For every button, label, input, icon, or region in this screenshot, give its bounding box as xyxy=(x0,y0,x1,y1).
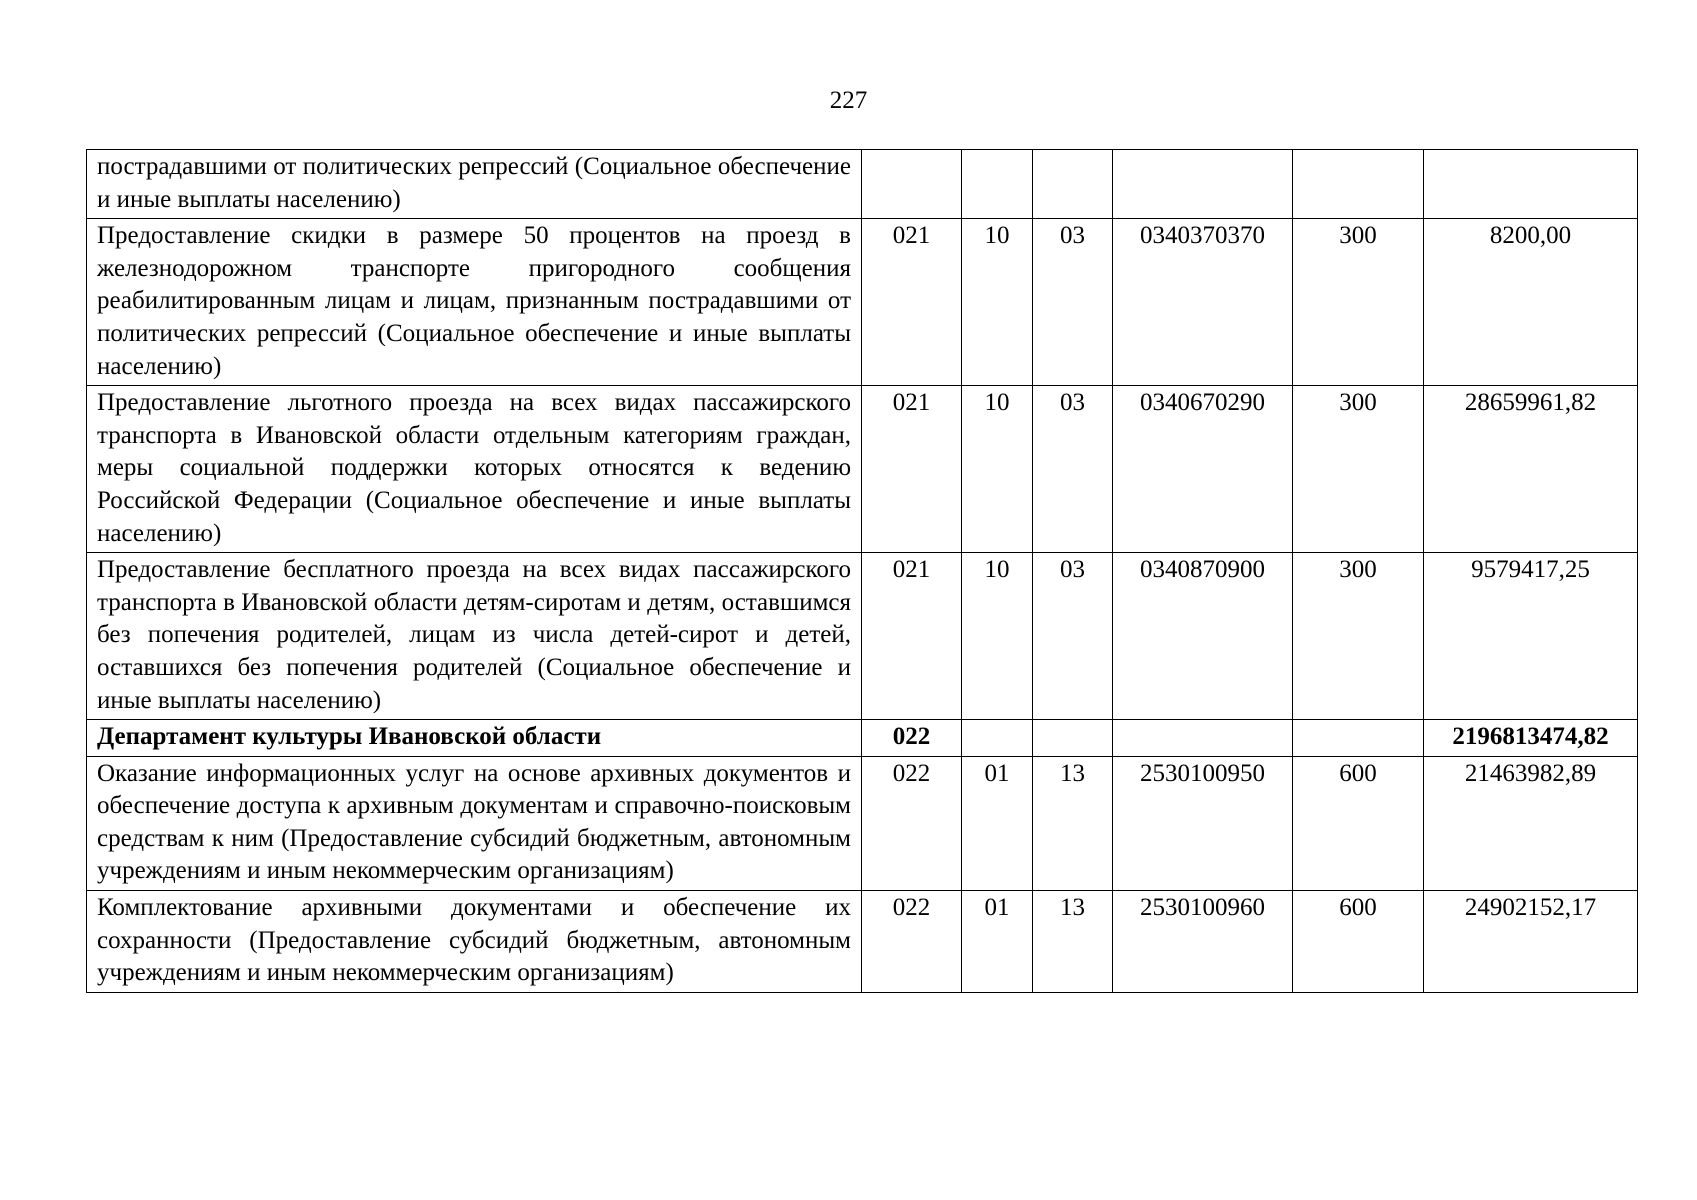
row-expense-type-code: 300 xyxy=(1293,219,1424,386)
row-description: Департамент культуры Ивановской области xyxy=(87,720,862,757)
row-description: Комплектование архивными документами и обеспечение их сохранности (Предоставление субсидий бюджетным, автономным учреждениям и иным некоммерческим организациям) xyxy=(87,891,862,993)
row-grbs-code: 021 xyxy=(862,386,962,553)
row-target-article-code xyxy=(1113,150,1293,219)
row-grbs-code: 022 xyxy=(862,720,962,757)
row-section-code: 10 xyxy=(962,553,1033,720)
table-row xyxy=(87,756,1638,890)
table-row xyxy=(87,386,1638,553)
row-subsection-code: 03 xyxy=(1033,219,1113,386)
row-grbs-code xyxy=(862,150,962,219)
row-section-code: 10 xyxy=(962,219,1033,386)
row-expense-type-code: 600 xyxy=(1293,756,1424,890)
row-description: пострадавшими от политических репрессий (Социальное обеспечение и иные выплаты населению) xyxy=(87,150,862,219)
row-section-code xyxy=(962,720,1033,757)
row-subsection-code: 13 xyxy=(1033,756,1113,890)
row-target-article-code: 0340870900 xyxy=(1113,553,1293,720)
row-section-code: 01 xyxy=(962,891,1033,993)
page-number: 227 xyxy=(829,87,868,114)
table-row xyxy=(87,891,1638,993)
row-section-code xyxy=(962,150,1033,219)
row-grbs-code: 021 xyxy=(862,219,962,386)
row-subsection-code: 03 xyxy=(1033,553,1113,720)
row-grbs-code: 022 xyxy=(862,891,962,993)
row-section-code: 10 xyxy=(962,386,1033,553)
row-grbs-code: 022 xyxy=(862,756,962,890)
row-amount: 2196813474,82 xyxy=(1424,720,1638,757)
row-description: Предоставление бесплатного проезда на всех видах пассажирского транспорта в Ивановской области детям-сиротам и детям, оставшимся без попечения родителей, лицам из числа детей-сирот и детей, оставшихся без попечения родителей (Социальное обеспечение и иные выплаты населению) xyxy=(87,553,862,720)
row-target-article-code: 0340670290 xyxy=(1113,386,1293,553)
row-subsection-code xyxy=(1033,720,1113,757)
row-amount: 24902152,17 xyxy=(1424,891,1638,993)
row-description: Оказание информационных услуг на основе архивных документов и обеспечение доступа к архивным документам и справочно-поисковым средствам к ним (Предоставление субсидий бюджетным, автономным учреждениям и иным некоммерческим организациям) xyxy=(87,756,862,890)
row-description: Предоставление скидки в размере 50 процентов на проезд в железнодорожном транспорте пригородного сообщения реабилитированным лицам и лицам, признанным пострадавшими от политических репрессий (Социальное обеспечение и иные выплаты населению) xyxy=(87,219,862,386)
table-row xyxy=(87,219,1638,386)
row-target-article-code: 0340370370 xyxy=(1113,219,1293,386)
row-subsection-code: 13 xyxy=(1033,891,1113,993)
row-grbs-code: 021 xyxy=(862,553,962,720)
row-expense-type-code: 300 xyxy=(1293,553,1424,720)
row-expense-type-code: 300 xyxy=(1293,386,1424,553)
row-expense-type-code xyxy=(1293,720,1424,757)
row-subsection-code xyxy=(1033,150,1113,219)
row-amount: 9579417,25 xyxy=(1424,553,1638,720)
table-row-department-header xyxy=(87,720,1638,757)
row-section-code: 01 xyxy=(962,756,1033,890)
row-expense-type-code: 600 xyxy=(1293,891,1424,993)
row-subsection-code: 03 xyxy=(1033,386,1113,553)
row-description: Предоставление льготного проезда на всех видах пассажирского транспорта в Ивановской области отдельным категориям граждан, меры социальной поддержки которых относятся к ведению Российской Федерации (Социальное обеспечение и иные выплаты населению) xyxy=(87,386,862,553)
row-expense-type-code xyxy=(1293,150,1424,219)
table-row xyxy=(87,150,1638,219)
row-target-article-code: 2530100960 xyxy=(1113,891,1293,993)
row-target-article-code xyxy=(1113,720,1293,757)
row-amount: 21463982,89 xyxy=(1424,756,1638,890)
row-amount: 8200,00 xyxy=(1424,219,1638,386)
row-amount xyxy=(1424,150,1638,219)
table-row xyxy=(87,553,1638,720)
row-amount: 28659961,82 xyxy=(1424,386,1638,553)
row-target-article-code: 2530100950 xyxy=(1113,756,1293,890)
budget-table xyxy=(86,149,1638,993)
